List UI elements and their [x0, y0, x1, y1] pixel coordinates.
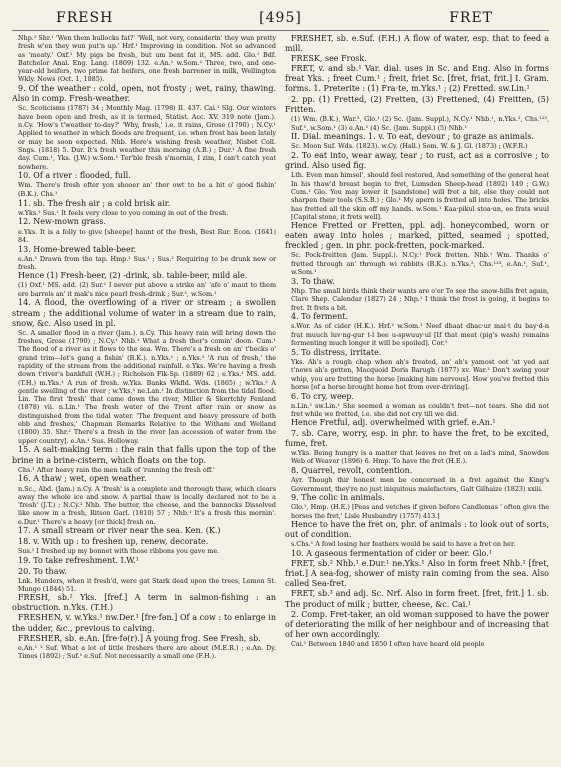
text-columns — [12, 34, 549, 762]
entry-paragraph: FRET, v. and sb.¹ Var. dial. uses in Sc. and Eng. Also in forms freat Yks. ; freet Cum.¹ ; freit, friet Sc. [fret, friat, frit.] I. Gram. forms. 1. Preterite : (1) Fra·te, m.Yks.¹ ; (2) Fretted. sw.Lin.¹ — [285, 64, 549, 94]
entry-paragraph: Hence Fretful, adj. overwhelmed with grief. e.An.¹ — [291, 418, 496, 428]
sense-paragraph: 2. pp. (1) Fretted, (2) Fretten, (3) Frettened, (4) Freitten, (5) Fritten. — [285, 95, 549, 115]
entry-paragraph: FRESHET, sb. e.Suf. (F.H.) A flow of water, esp. that to feed a mill. — [285, 34, 549, 54]
entry-paragraph: FRESHEN, v. w.Yks.¹ nw.Der.¹ [fre·fən.] Of a cow : to enlarge in the udder, &c., previous to calving. — [12, 613, 276, 633]
sense-paragraph: 17. A small stream or river near the sea. Ken. (K.) — [18, 526, 221, 536]
sense-paragraph: II. Dial. meanings. 1. v. To eat, devour ; to graze as animals. — [291, 132, 534, 142]
citation-paragraph: Lnk. Hunders, when it fresh'd, were gat Stark dead upon the trees, Lemon St. Mungo (1844) 51. — [18, 576, 276, 593]
citation-paragraph: s.Chs.¹ A fowl losing her feathers would be said to have a fret on her. — [291, 540, 516, 549]
sense-paragraph: 10. A gaseous fermentation of cider or beer. Glo.¹ — [291, 549, 492, 559]
sense-paragraph: 6. To cry, weep. — [291, 391, 355, 401]
sense-paragraph: 14. A flood, the overflowing of a river or stream ; a swollen stream ; the additional volume of water in a stream due to rain, snow, &c. Also used in pl. — [12, 298, 276, 328]
citation-paragraph: Nhp.² Shr.¹ 'Wen them bullocks fat?' 'Well, not very, considerin' they wun pretty fresh w'en they wun put'n up.' Hrf.¹ Improving in condition. Not so advanced as 'meaty.' Oxf.¹ My pigs be fresh, but um bent fat it, MS. add. Glo.¹ Bdf. Batchelor Anal. Eng. Lang. (1809) 132. e.An.¹ w.Som.¹ Three, two, and one-year-old heifers, two prime fat heifers, one fresh barrener in milk, Wellington Wkly. News (Oct. 1, 1885). — [18, 34, 276, 84]
citation-paragraph: w.Yks. Being hungry is a matter that leaves no fret on a lad's mind, Snowden Web of Weaver (1896) 6. Hmp. To have the fret (H.E.). — [291, 449, 549, 466]
citation-paragraph: (1) Wm. (B.K.), War.³, Glo.¹ (2) Sc. (Jam. Suppl.), N.Cy.¹ Nhb.¹, n.Yks.², Chs.¹²³, Suf.¹, w.Som.¹ (3) e.An.¹ (4) Sc. (Jam. Suppl.) (5) Nhb.¹ — [291, 115, 549, 132]
sense-paragraph: 9. Of the weather : cold, open, not frosty ; wet, rainy, thawing. Also in comp. Fresh-weather. — [12, 84, 276, 104]
citation-paragraph: e.An.¹ Drawn from the tap. Hmp.¹ Sus.¹ ; Sus.² Requiring to be drunk new or fresh. — [18, 254, 276, 271]
entry-paragraph: FRESK, see Frosk. — [291, 54, 367, 64]
sense-paragraph: 8. Quarrel, revolt, contention. — [291, 466, 413, 476]
citation-paragraph: Sc. A smaller flood in a river (Jam.). n.Cy. This heavy rain will bring down the freshes, Grose (1790) ; N.Cy.¹ Nhb.¹ What a fresh ther's comin' doon. Cum.¹ The flood of a river as it flows to the sea. Wm. There's a fresh on an' t'becks o' grand trim—let's gang a fishin' (B.K.). n.Yks.¹ ; n.Yks.² 'A run of fresh,' the rapidity of the stream from the additional rainfall. e.Yks. We're having a fresh down t'river's bankfull (W.H.) ; Richolson Flk-Sp. (1889) 62 ; e.Yks.¹ MS. add. (T.H.) m.Yks.¹ A run of fresh. w.Yks. Banks Wkfld. Wds. (1865) ; w.Yks.² A gentle swelling of the river ; w.Yks.² ne.Lan.¹ In distinction from the tidal flood. Lin. The first 'fresh' that came down the river, Miller & Skertchly Fenland (1878) vii. n.Lin.¹ The fresh water of the Trent after rain or snow as distinguished from the tidal water. 'The frequent and heavy pressure of both ebb and freshes,' Chapman Remarks Relative to the Witham and Welland (1800) 35. Shr.² There's a fresh in the river [an accession of water from the upper country]. e.An.¹ Sus. Holloway. — [18, 328, 276, 445]
sense-paragraph: 3. To thaw. — [291, 276, 335, 286]
left-column — [12, 34, 276, 762]
sense-paragraph: 11. sb. The fresh air ; a cold brisk air. — [18, 198, 171, 208]
sense-paragraph: 4. To ferment. — [291, 312, 348, 322]
entry-paragraph: Hence (1) Fresh-beer, (2) -drink, sb. table-beer, mild ale. — [18, 271, 248, 281]
entry-paragraph: FRET, sb.³ and adj. Sc. Nrf. Also in form freet. [fret, frit.] 1. sb. The product of milk ; butter, cheese, &c. Cai.¹ — [285, 589, 549, 609]
sense-paragraph: 19. To take refreshment. I.W.¹ — [18, 555, 139, 565]
sense-paragraph: 7. sb. Care, worry, esp. in phr. to have the fret, to be excited, fume, fret. — [285, 428, 549, 448]
page-number: [495] — [259, 10, 302, 26]
citation-paragraph: Sc. Moon Suf. Wds. (1823). w.Cy. (Hall.) Som. W. & J. Gl. (1873) ; (W.F.R.) — [291, 142, 528, 151]
sense-paragraph: 12. New-mown grass. — [18, 217, 106, 227]
running-header — [12, 10, 549, 31]
sense-paragraph: 20. To thaw. — [18, 566, 67, 576]
citation-paragraph: Cai.¹ Between 1840 and 1850 I often have heard old people — [291, 640, 485, 649]
citation-paragraph: e.An.¹ ² Suf. What a lot of little freshers there are about (M.E.R.) ; e.An. Dy. Times (1892) ; Suf.¹ e.Suf. Not necessarily a small one (F.H.). — [18, 643, 276, 661]
citation-paragraph: Nhp. The small birds think their wants are o'er To see the snow-hills fret again, Clare Shep. Calendar (1827) 24 ; Nhp.¹ I think the frost is going, it begins to fret. It frets a bit. — [291, 286, 549, 312]
citation-paragraph: Glo.¹, Hmp. (H.E.) [Peas and vetches if given before Candlemas ' often give the horses the fret,' Lisle Husbandry (1757) 413.] — [291, 503, 549, 520]
citation-paragraph: Chs.¹ After heavy rain the men talk of 'running the fresh off.' — [18, 465, 215, 474]
entry-paragraph: Hence Fretted or Fretten, ppl. adj. honeycombed, worn or eaten away into holes ; marked, pitted, seamed ; spotted, freckled ; gen. in phr. pock-fretten, pock-marked. — [285, 221, 549, 251]
sense-paragraph: 16. A thaw ; wet, open weather. — [18, 474, 147, 484]
citation-paragraph: Wm. There's fresh efter yon shooer an' ther owt to be a bit o' good fishin' (B.K.). Chs.¹ — [18, 181, 276, 198]
entry-paragraph: Hence to have the fret on, phr. of animals : to look out of sorts, out of condition. — [285, 520, 549, 540]
header-last-word: FRET — [449, 10, 493, 26]
citation-paragraph: Sc. Scoticisms (1787) 34 ; Monthly Mag. (1798) II. 437. Cai.¹ Slg. Our winters have been open and fresh, as it is termed, Statist. Acc. XV. 319 note (Jam.). n.Cy. 'How's t'weather to-day?' 'Why, fresh,' i.e. it rains, Grose (1790) ; N.Cy.¹ Applied to weather in which floods are frequent, i.e. when frost has been lately or may be soon expected. Nhb. Here's wishing fresh weather, Nisbet Coll. Sngs. (1818) 5. Dur. It's fresh weather this morning (A.B.) ; Dur.¹ A fine fresh day. Cum.¹, Yks. (J.W.) w.Som.¹ Ter'ble fresh s'mornin, I zim, I can't catch yeat nowhere. — [18, 104, 276, 171]
citation-paragraph: e.Yks. It is a folly to give [sheepe] haunt of the fresh, Best Rur. Econ. (1641) 84. — [18, 227, 276, 244]
right-column — [285, 34, 549, 762]
sense-paragraph: 2. Comp. Fret-taker, an old woman supposed to have the power of deteriorating the milk of her neighbour and of increasing that of her own accordingly. — [285, 610, 549, 640]
citation-paragraph: s.Wor. As of cider (H.K.). Hrf.² w.Som.¹ Neef dhaat dhac·ur mai·t du bay·d-n frat muuch luv·ng-gur t-l bee u-spwuuy·ul [If that meat (pig's wash) remains fermenting much longer it will be spoiled]. Cor.¹ — [291, 322, 549, 348]
entry-paragraph: FRESH, sb.² Yks. [fref.] A term in salmon-fishing : an obstruction. n.Yks. (T.H.) — [12, 593, 276, 613]
citation-paragraph: Sus.¹ I freshed up my bonnet with those ribbons you gave me. — [18, 547, 220, 556]
sense-paragraph: 13. Home-brewed table-beer. — [18, 244, 137, 254]
sense-paragraph: 18. v. With up : to freshen up, renew, decorate. — [18, 537, 209, 547]
citation-paragraph: (1) Oxf.¹ MS. add. (2) Sur.¹ I never put above a strike an' 'afe o' maut to them ere barrels an' it mak's nice pearl fresh-drink ; Sur.², w.Som.¹ — [18, 281, 276, 298]
sense-paragraph: 5. To distress, irritate. — [291, 347, 382, 357]
citation-paragraph: n.Sc., Abd. (Jam.) n.Cy. A 'fresh' is a complete and thorough thaw, which clears away the whole ice and snow. A partial thaw is locally declared not to be a 'fresh' (J.T.) ; N.Cy.¹ Nhb. The butter, the cheese, and the bannocks Dissolved like snow in a fresh, Ritson Garl. (1810) 57 ; Nhb.¹ It's a fresh this mornin'. e.Dur.¹ There's a heavy [or thick] fresh on. — [18, 484, 276, 526]
entry-paragraph: FRESHER, sb. e.An. [fre·fə(r).] A young frog. See Fresh, sb. — [18, 633, 261, 643]
sense-paragraph: 15. A salt-making term : the rain that falls upon the top of the brine in a brine-cistern, which floats on the top. — [12, 445, 276, 465]
citation-paragraph: n.Lin.¹ sw.Lin.¹ She seemed a woman as couldn't fret—not tears. She did not fret while we fretted, i.e. she did not cry till we did. — [291, 401, 549, 419]
entry-paragraph: FRET, sb.² Nhb.¹ e.Dur.¹ ne.Yks.¹ Also in form freet Nhb.¹ [fret, friət.] A sea-fog, shower of misty rain coming from the sea. Also called Sea-fret. — [285, 559, 549, 589]
sense-paragraph: 9. The colic in animals. — [291, 493, 385, 503]
header-first-word: FRESH — [56, 10, 114, 26]
citation-paragraph: Ayr. Though thir honest men be concerned in a fret against the King's Government, they're no just iniquitous malefactors, Galt Gilhaize (1823) xxiii. — [291, 476, 549, 493]
citation-paragraph: Lth. Even man himsel', should feel restored, And something of the general heat In his thaw'd breast begin to fret, Lumsden Sheep-head (1892) 149 ; G.W.) Cum.¹ Glo. You may lower it [sandstone] will fret a bit, else they could not sharpen their tools (S.S.B.) ; Glo.¹ My apern is fretted all into holes. The bricks has fretted all the skin off my hands. w.Som.¹ Kaa·pikul stoa·un, ee frats wuul [Capital stone, it frets well]. — [291, 171, 549, 221]
citation-paragraph: Sc. Pock-freitten (Jam. Suppl.). N.Cy.¹ Pock fretten. Nhb.¹ Wm. Thanks o' fretted through an' through wi rabbits (B.K.). n.Yks.², Chs.¹²³, e.An.¹, Suf.¹, w.Som.¹ — [291, 251, 549, 277]
sense-paragraph: 2. To eat into, wear away, tear ; to rust, act as a corrosive ; to grind. Also used fig. — [285, 151, 549, 171]
sense-paragraph: 10. Of a river : flooded, full. — [18, 171, 131, 181]
citation-paragraph: Yks. Ah's a rough chap when ah's freated, an' ah's yamost oot 'at yed aat t'news ah's getten, Macquoid Doris Barugh (1877) xv. War.³ Don't swing your whip, you are fretting the horse [making him nervous]. How you've fretted this horse [of a horse brought home hot from over-driving]. — [291, 357, 549, 391]
citation-paragraph: w.Yks.¹ Sus.¹ It feels very close to you coming in out of the fresh. — [18, 208, 229, 217]
